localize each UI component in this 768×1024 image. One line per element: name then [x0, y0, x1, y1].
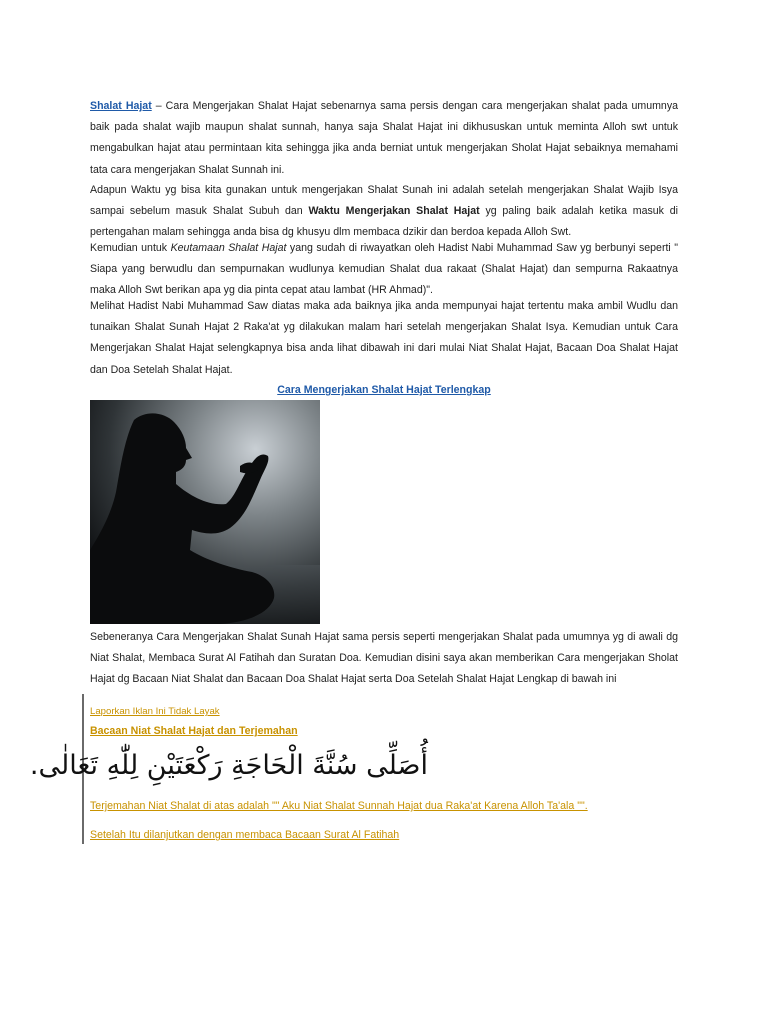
- melihat-text: Melihat Hadist Nabi Muhammad Saw diatas maka ada baiknya jika anda mempunyai hajat tertentu maka ambil Wudlu dan tunaikan Shalat Sunah Hajat 2 Raka'at yg dilakukan malam hari setelah mengerjakan Shalat Isya. Kemudian untuk Cara Mengerjakan Shalat Hajat selengkapnya bisa anda lihat dibawah ini dari mulai Niat Shalat Hajat, Bacaan Doa Shalat Hajat dan Doa Setelah Shalat Hajat.: [90, 300, 678, 376]
- keutamaan-text-after: yang sudah di riwayatkan oleh Hadist Nabi Muhammad Saw yg berbunyi seperti " Siapa yang berwudlu dan sempurnakan wudlunya kemudian Shalat dua rakaat (Shalat Hajat) dan sempurna Rakaatnya maka Alloh Swt berikan apa yg dia pinta cepat atau lambat (HR Ahmad)".: [90, 242, 678, 297]
- report-ad-link[interactable]: Laporkan Iklan Ini Tidak Layak: [90, 706, 220, 717]
- sebeneranya-paragraph: [90, 627, 678, 691]
- keutamaan-text-before: Kemudian untuk: [90, 242, 171, 254]
- waktu-paragraph: [90, 180, 678, 244]
- melihat-paragraph: [90, 296, 678, 381]
- fatihah-link[interactable]: Setelah Itu dilanjutkan dengan membaca Bacaan Surat Al Fatihah: [90, 829, 400, 841]
- waktu-text-before: Adapun Waktu yg bisa kita gunakan untuk mengerjakan Shalat Sunah ini adalah setelah mengerjakan Shalat Wajib Isya sampai sebelum masuk Shalat Subuh dan: [90, 184, 678, 218]
- waktu-bold-text: Waktu Mengerjakan Shalat Hajat: [308, 205, 480, 218]
- praying-silhouette-image: [90, 400, 320, 624]
- translation-link[interactable]: Terjemahan Niat Shalat di atas adalah "" Aku Niat Shalat Sunnah Hajat dua Raka'at Karena Alloh Ta'ala "".: [90, 800, 588, 812]
- shalat-hajat-link[interactable]: Shalat Hajat: [90, 100, 152, 112]
- arabic-niat-image: [29, 740, 428, 792]
- arabic-niat-text: أُصَلِّى سُنَّةَ الْحَاجَةِ رَكْعَتَيْنِ لِلّٰهِ تَعَالٰى.: [29, 750, 428, 781]
- cara-mengerjakan-heading-link[interactable]: Cara Mengerjakan Shalat Hajat Terlengkap: [277, 384, 491, 396]
- keutamaan-paragraph: [90, 238, 678, 302]
- intro-paragraph: [90, 96, 678, 181]
- waktu-text-after: yg paling baik adalah ketika masuk di pertengahan malam sehingga anda bisa dg khusyu dlm membaca dzikir dan berdoa kepada Alloh Swt.: [90, 205, 678, 239]
- sebeneranya-text: Sebeneranya Cara Mengerjakan Shalat Sunah Hajat sama persis seperti mengerjakan Shalat pada umumnya yg di awali dg Niat Shalat, Membaca Surat Al Fatihah dan Suratan Doa. Kemudian disini saya akan memberikan Cara mengerjakan Sholat Hajat dg Bacaan Niat Shalat dan Bacaan Doa Shalat Hajat serta Doa Setelah Shalat Hajat Lengkap di bawah ini: [90, 631, 678, 686]
- keutamaan-italic-text: Keutamaan Shalat Hajat: [170, 242, 287, 254]
- intro-text: – Cara Mengerjakan Shalat Hajat sebenarnya sama persis dengan cara mengerjakan shalat pada umumnya baik pada shalat wajib maupun shalat sunnah, hanya saja Shalat Hajat ini dikhususkan untuk meminta Alloh swt untuk mengabulkan hajat atau permintaan kita sehingga jika anda berniat untuk mengerjakan Sholat Hajat sebaiknya memahami tata cara mengerjakan Shalat Sunnah ini.: [90, 100, 679, 176]
- niat-heading-link[interactable]: Bacaan Niat Shalat Hajat dan Terjemahan: [90, 725, 298, 737]
